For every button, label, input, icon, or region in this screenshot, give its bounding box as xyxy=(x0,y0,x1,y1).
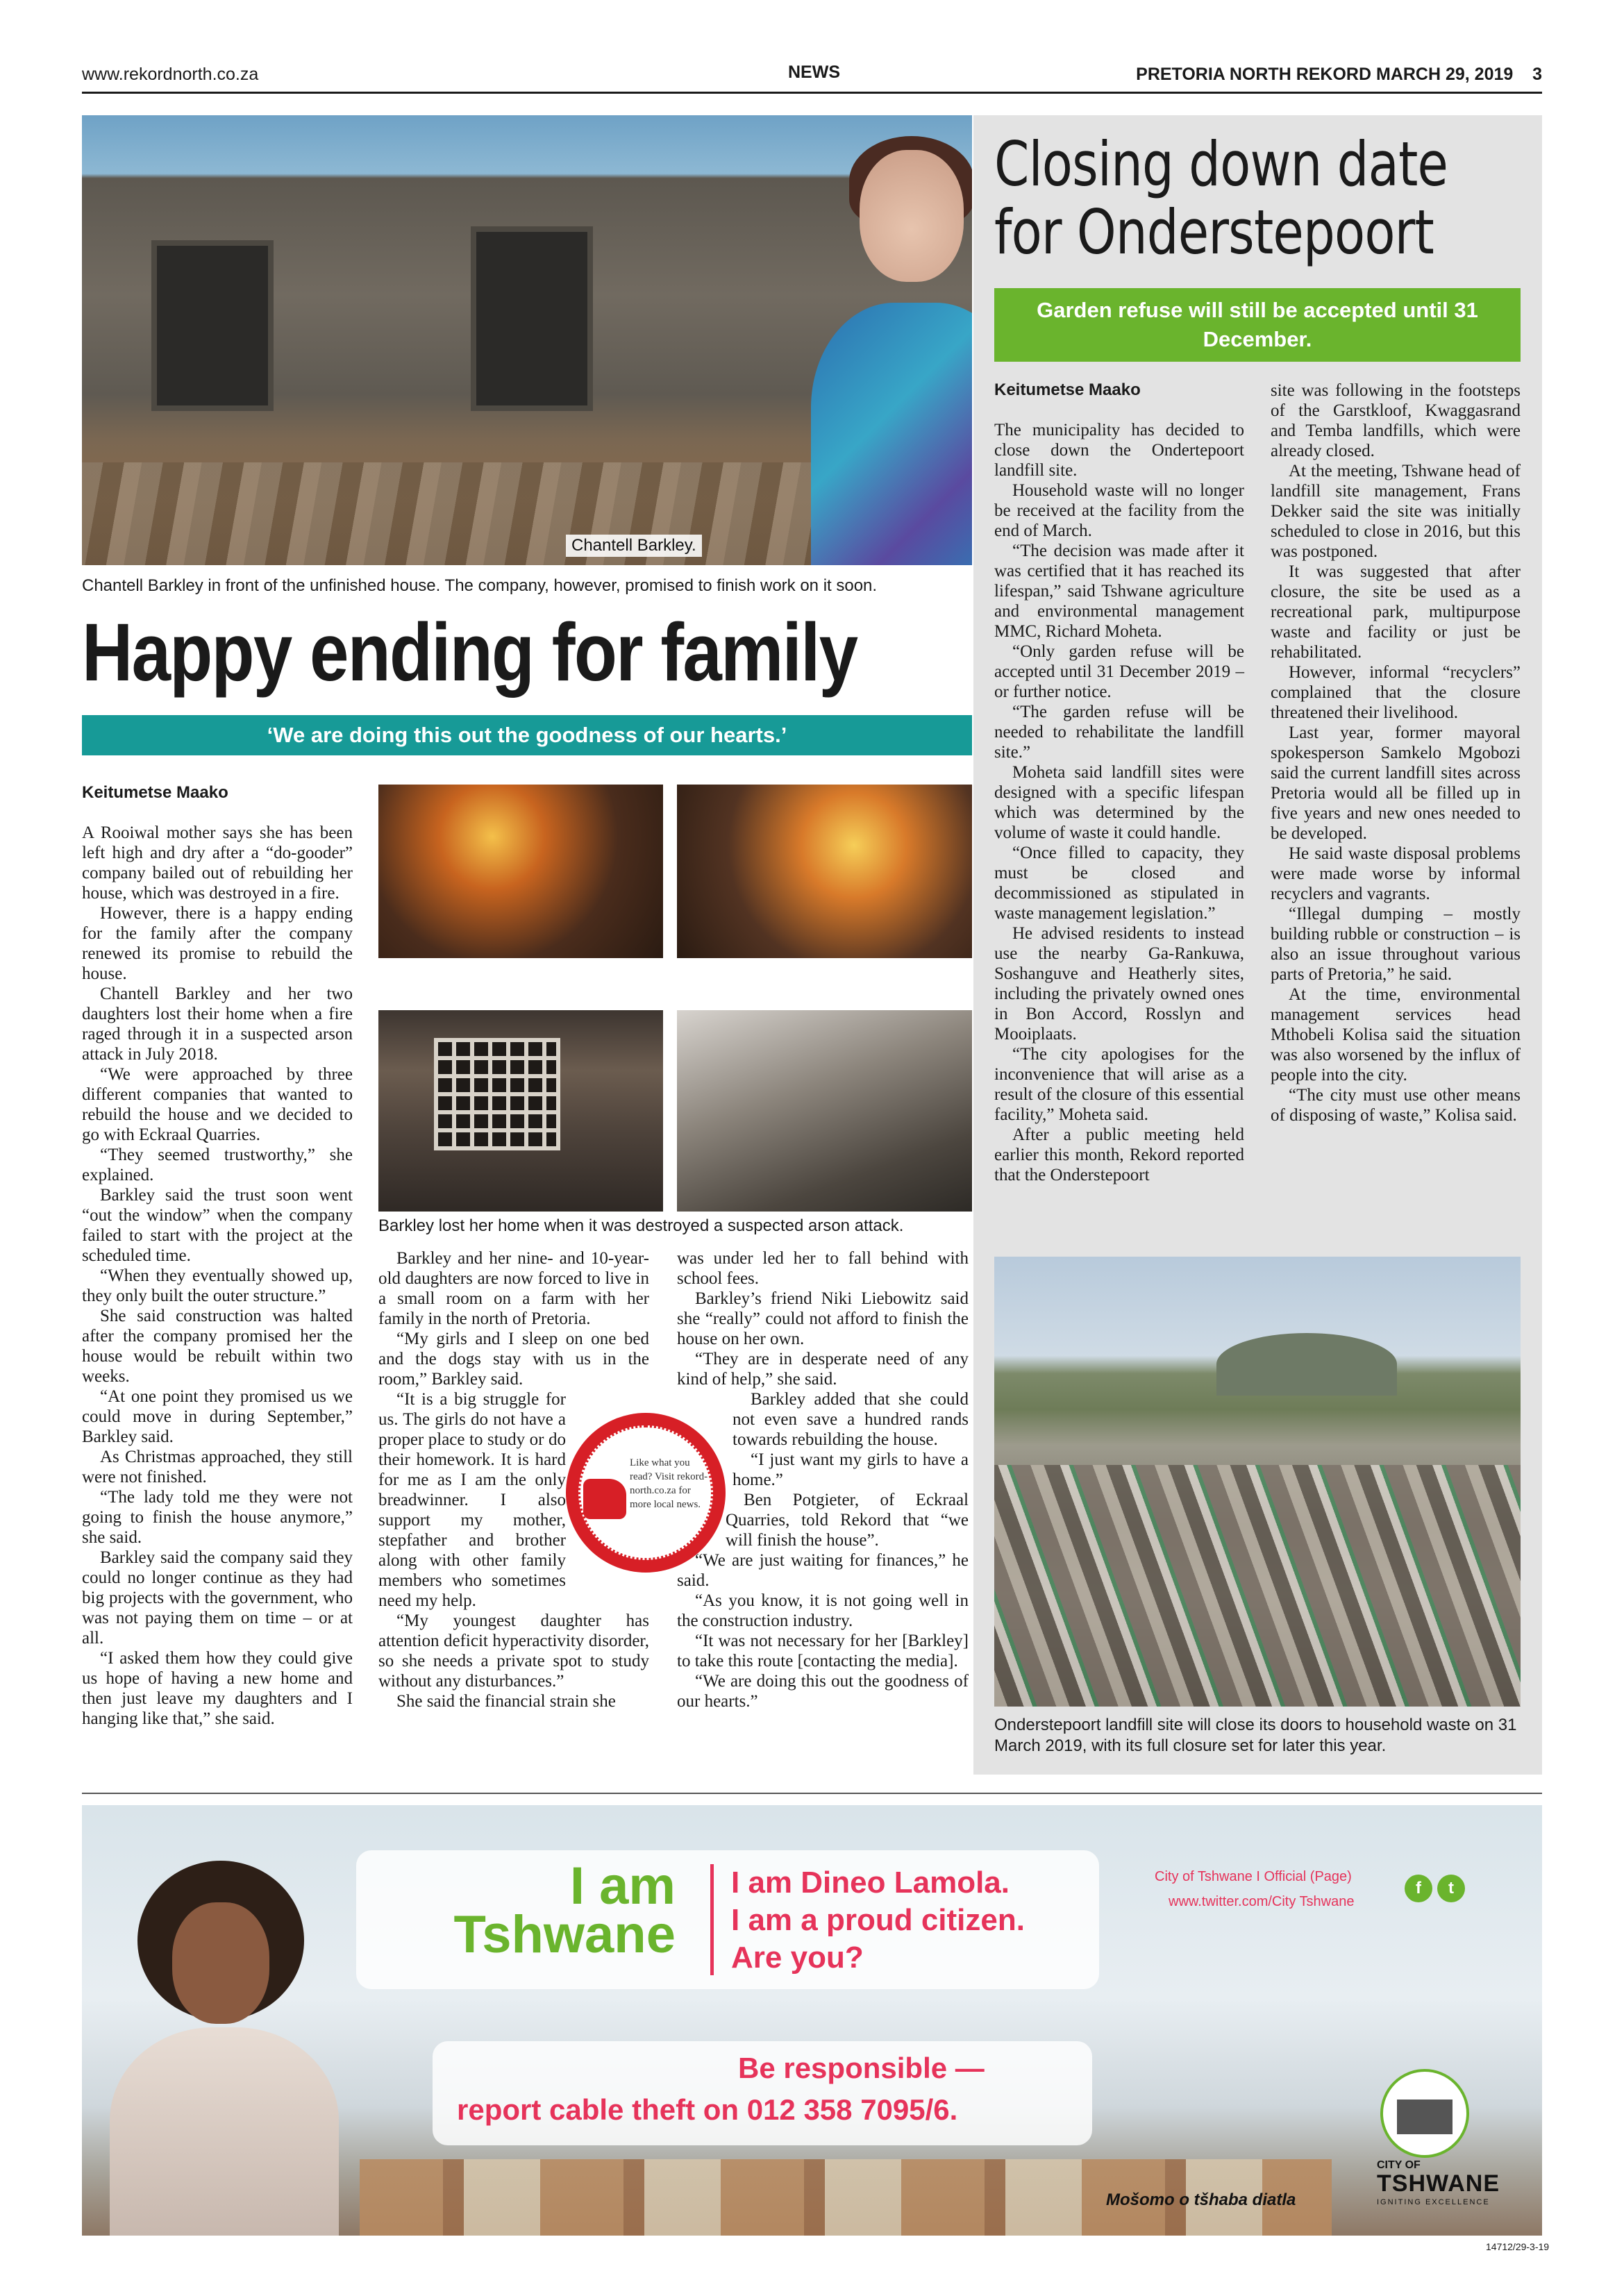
paragraph: Moheta said landfill sites were designed with a specific lifespan which was determined by the volume of waste it could handle. xyxy=(994,763,1244,842)
paragraph: Barkley added that she could not even save a hundred rands towards rebuilding the house. xyxy=(733,1390,969,1449)
facebook-icon[interactable]: f xyxy=(1405,1875,1432,1902)
paragraph: He advised residents to instead use the nearby Ga-Rankuwa, Soshanguve and Heatherly sites, including the privately owned ones in Bon Accord, Rosslyn and Mooiplaats. xyxy=(994,924,1244,1044)
paragraph: “Once filled to capacity, they must be closed and decommissioned as stipulated in waste management legislation.” xyxy=(994,844,1244,923)
woman-scarf xyxy=(110,2027,339,2236)
paragraph: “The garden refuse will be needed to rehabilitate the landfill site.” xyxy=(994,703,1244,762)
twitter-icon[interactable]: t xyxy=(1437,1875,1465,1902)
paragraph: “The city must use other means of disposing of waste,” Kolisa said. xyxy=(1271,1086,1521,1125)
byline-right: Keitumetse Maako xyxy=(994,380,1141,399)
fire-photos-caption: Barkley lost her home when it was destroyed a suspected arson attack. xyxy=(378,1216,904,1235)
i-am-tshwane xyxy=(370,1857,676,1964)
tshwane-emblem-icon xyxy=(1380,2069,1469,2158)
blue-top xyxy=(811,303,972,565)
paragraph: Barkley and her nine- and 10-year-old daughters are now forced to live in a small room on a farm with her family in the north of Pretoria. xyxy=(378,1249,649,1328)
waste-heap xyxy=(994,1465,1521,1707)
ad-vertical-divider xyxy=(710,1864,714,1975)
hill xyxy=(1216,1333,1397,1396)
paragraph: Household waste will no longer be received at the facility from the end of March. xyxy=(994,481,1244,540)
burglar-bars xyxy=(434,1038,560,1150)
advert-divider xyxy=(82,1793,1542,1794)
twitter-url-text[interactable]: www.twitter.com/City Tshwane xyxy=(1169,1894,1355,1909)
unfinished-house-photo xyxy=(82,115,972,565)
facebook-page-text[interactable]: City of Tshwane I Official (Page) xyxy=(1155,1869,1352,1884)
paragraph: Barkley’s friend Niki Liebowitz said she “really” could not afford to finish the house on her own. xyxy=(677,1289,969,1348)
paragraph: Chantell Barkley and her two daughters lost their home when a fire raged through it in a suspected arson attack in July 2018. xyxy=(82,984,353,1064)
paragraph: It was suggested that after closure, the site be used as a recreational park, multipurpose waste and facility or just be rehabilitated. xyxy=(1271,562,1521,662)
fire-photo-2 xyxy=(677,785,972,958)
paragraph: Barkley said the trust soon went “out the window” when the company failed to start with the project at the scheduled time. xyxy=(82,1186,353,1265)
paragraph: As Christmas approached, they still were not finished. xyxy=(82,1448,353,1486)
paragraph: She said construction was halted after the company promised her the house would be rebuilt within two weeks. xyxy=(82,1307,353,1386)
face xyxy=(860,150,964,282)
paragraph: The municipality has decided to close down the Ondertepoort landfill site. xyxy=(994,421,1244,480)
paragraph: “They are in desperate need of any kind of help,” she said. xyxy=(677,1350,969,1389)
thumbs-up-icon xyxy=(583,1479,626,1519)
paragraph: “We are just waiting for finances,” he said. xyxy=(677,1551,969,1590)
paragraph: “My youngest daughter has attention deficit hyperactivity disorder, so she needs a private spot to study without any disturbances.” xyxy=(378,1611,649,1691)
paragraph: “Illegal dumping – mostly building rubble or construction – is also an issue throughout various parts of Pretoria,” he said. xyxy=(1271,905,1521,984)
article-column-5 xyxy=(1271,380,1521,1125)
paragraph: “When they eventually showed up, they only built the outer structure.” xyxy=(82,1266,353,1305)
paragraph: After a public meeting held earlier this month, Rekord reported that the Onderstepoort xyxy=(994,1125,1244,1184)
burnt-window-photo xyxy=(378,1010,663,1212)
advert-code: 14712/29-3-19 xyxy=(1486,2241,1550,2252)
paragraph: “The decision was made after it was certified that it has reached its lifespan,” said Tshwane agriculture and environmental management MMC, Richard Moheta. xyxy=(994,542,1244,641)
badge-text: Like what you read? Visit rekord-north.co.za for more local news. xyxy=(630,1457,708,1510)
paragraph: She said the financial strain she xyxy=(396,1692,616,1711)
paragraph: “I just want my girls to have a home.” xyxy=(733,1450,969,1489)
paragraph: He said waste disposal problems were made worse by informal recyclers and vagrants. xyxy=(1271,844,1521,903)
paper-date: PRETORIA NORTH REKORD MARCH 29, 2019 xyxy=(1136,65,1514,84)
article-column-1 xyxy=(82,823,353,1729)
message-line: I am Dineo Lamola. xyxy=(731,1866,1010,1900)
paragraph: “It is a big struggle for us. The girls do not have a proper place to study or do their homework. It is hard for me as I am the only breadwinner. I also support my mother, stepfather and brother along with other family members who sometimes need my help. xyxy=(378,1390,566,1610)
subhead-text: Garden refuse will still be accepted until 31 December. xyxy=(1037,298,1478,351)
smoke-debris-photo xyxy=(677,1010,972,1212)
i-am-line: I am xyxy=(569,1857,676,1916)
citizen-message xyxy=(731,1864,1025,1977)
section-label: NEWS xyxy=(788,62,840,82)
header-rule xyxy=(82,92,1542,94)
paragraph: A Rooiwal mother says she has been left high and dry after a “do-gooder” company bailed out of rebuilding her house, which was destroyed in a fire. xyxy=(82,823,353,903)
paragraph: was under led her to fall behind with school fees. xyxy=(677,1249,969,1288)
landfill-photo xyxy=(994,1257,1521,1707)
headline-line: for Onderstepoort xyxy=(994,196,1434,268)
paragraph: “My girls and I sleep on one bed and the dogs stay with us in the room,” Barkley said. xyxy=(378,1330,649,1389)
ad-slogan: Mošomo o tšhaba diatla xyxy=(1106,2190,1296,2209)
paragraph: Last year, former mayoral spokesperson Samkelo Mgobozi said the current landfill sites across Pretoria would all be filled up in five years and new ones needed to be developed. xyxy=(1271,723,1521,843)
message-line: I am a proud citizen. xyxy=(731,1903,1025,1937)
website-url: www.rekordnorth.co.za xyxy=(82,65,259,84)
landfill-photo-caption: Onderstepoort landfill site will close its doors to household waste on 31 March 2019, with its full closure set for later this year. xyxy=(994,1716,1517,1755)
paragraph: site was following in the footsteps of the Garstkloof, Kwaggasrand and Temba landfills, which were already closed. xyxy=(1271,381,1521,460)
paragraph: At the meeting, Tshwane head of landfill site management, Frans Dekker said the site was initially scheduled to close in 2016, but this was postponed. xyxy=(1271,462,1521,561)
paragraph: “At one point they promised us we could move in during September,” Barkley said. xyxy=(82,1387,353,1446)
paragraph: “I asked them how they could give us hope of having a new home and then just leave my daughters and I hanging like that,” she said. xyxy=(82,1649,353,1728)
tshwane-line: Tshwane xyxy=(453,1905,676,1964)
woman-face xyxy=(172,1902,269,2024)
paragraph: However, there is a happy ending for the family after the company renewed its promise to rebuild the house. xyxy=(82,904,353,983)
house-photo-caption: Chantell Barkley in front of the unfinished house. The company, however, promised to finish work on it soon. xyxy=(82,576,878,595)
paragraph: “We were approached by three different companies that wanted to rebuild the house and we decided to go with Eckraal Quarries. xyxy=(82,1065,353,1144)
union-buildings-icon xyxy=(1397,2100,1453,2134)
paragraph: “As you know, it is not going well in the construction industry. xyxy=(677,1591,969,1630)
cta-line-2: report cable theft on 012 358 7095/6. xyxy=(457,2093,958,2126)
paragraph: “They seemed trustworthy,” she explained. xyxy=(82,1146,353,1184)
fire-photo-1 xyxy=(378,785,663,958)
headline-line: Closing down date xyxy=(994,128,1448,200)
paragraph: Ben Potgieter, of Eckraal Quarries, told Rekord that “we will finish the house”. xyxy=(726,1491,969,1550)
logo-city-of: CITY OF xyxy=(1377,2159,1421,2171)
paragraph: “It was not necessary for her [Barkley] to take this route [contacting the media]. xyxy=(677,1632,969,1670)
chantell-barkley-figure xyxy=(811,115,972,565)
article-column-4 xyxy=(994,420,1244,1185)
cta-line-1: Be responsible — xyxy=(738,2052,985,2084)
paragraph: Barkley said the company said they could no longer continue as they had big projects with the government, who was not paying them on time – or at all. xyxy=(82,1548,353,1648)
logo-tagline: IGNITING EXCELLENCE xyxy=(1377,2198,1490,2206)
paragraph: “Only garden refuse will be accepted until 31 December 2019 – or further notice. xyxy=(994,642,1244,701)
headline-happy-ending: Happy ending for family xyxy=(82,607,857,698)
paragraph: “The city apologises for the inconvenience that will arise as a result of the closure of this essential facility,” Moheta said. xyxy=(994,1045,1244,1124)
paper-date-and-page xyxy=(1136,65,1542,85)
paragraph: However, informal “recyclers” complained that the closure threatened their livelihood. xyxy=(1271,663,1521,722)
city-of-tshwane-advert[interactable] xyxy=(82,1805,1542,2236)
pull-quote-bar: ‘We are doing this out the goodness of our hearts.’ xyxy=(82,715,972,755)
logo-tshwane: TSHWANE xyxy=(1377,2170,1500,2197)
window-opening xyxy=(151,240,274,411)
inset-caption: Chantell Barkley. xyxy=(566,535,702,557)
page-number: 3 xyxy=(1532,65,1542,84)
byline-left: Keitumetse Maako xyxy=(82,783,228,802)
like-promo-badge[interactable] xyxy=(566,1413,726,1573)
paragraph: “The lady told me they were not going to finish the house anymore,” she said. xyxy=(82,1488,353,1547)
subhead-bar xyxy=(994,288,1521,362)
paragraph: “We are doing this out the goodness of our hearts.” xyxy=(677,1672,969,1711)
message-line: Are you? xyxy=(731,1941,864,1975)
headline-closing-down xyxy=(994,128,1448,268)
window-opening xyxy=(471,226,593,411)
paragraph: At the time, environmental management services head Mthobeli Kolisa said the situation was also worsened by the influx of people into the city. xyxy=(1271,985,1521,1084)
